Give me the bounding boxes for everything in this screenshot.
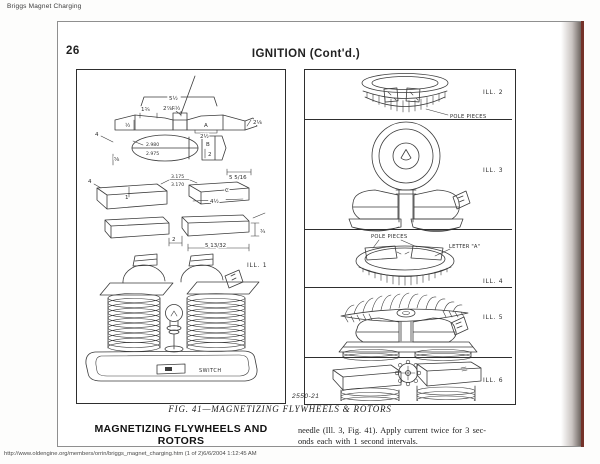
dim-label: 4	[88, 179, 92, 185]
dim-label: 5 5/16	[229, 175, 247, 181]
pole-pieces-label: POLE PIECES	[450, 114, 487, 120]
magnet-b-label: B	[206, 142, 210, 148]
ill1-drawing	[77, 70, 282, 400]
dim-label: ⅝	[114, 157, 120, 163]
print-footer: http://www.oldengine.org/members/orrin/briggs_magnet_charging.htm (1 of 2)6/6/2004 1:12:45 AM	[4, 451, 257, 457]
ill2-label: ILL. 2	[483, 89, 504, 96]
dim-label: ½	[125, 123, 131, 129]
dim-label: 3.170	[171, 183, 185, 188]
scan-shadow	[561, 22, 583, 446]
ill1-label: ILL. 1	[247, 262, 268, 269]
dim-label: 1	[125, 195, 129, 201]
dim-label: ½	[175, 106, 181, 112]
ill4-flywheel-drawing	[356, 240, 454, 285]
article-body-line2: onds each with 1 second intervals.	[298, 436, 418, 446]
article-body-line1: needle (Ill. 3, Fig. 41). Apply current twice for 3 sec-	[298, 426, 487, 435]
ill2-flywheel-drawing	[362, 74, 448, 116]
pole-pieces-label: POLE PIECES	[371, 234, 408, 240]
dim-label: 1¾	[141, 107, 150, 113]
dim-label: 2½	[200, 134, 209, 140]
dim-label: 2.975	[146, 152, 160, 157]
ill6-label: ILL. 6	[483, 377, 504, 384]
figure-caption: FIG. 41—MAGNETIZING FLYWHEELS & ROTORS	[168, 404, 392, 414]
article-body	[298, 426, 530, 447]
ill3-label: ILL. 3	[483, 167, 504, 174]
dim-label: ¾	[260, 229, 266, 235]
magnet-dimension-drawing	[94, 76, 265, 251]
scanned-page	[57, 21, 584, 447]
print-header: Briggs Magnet Charging	[7, 3, 82, 10]
figure-part-number: 2550-21	[292, 393, 320, 400]
dim-label: 2⅞R	[163, 106, 176, 112]
ill6-rotor-drawing	[333, 360, 481, 401]
article-heading-line1: MAGNETIZING FLYWHEELS AND	[94, 423, 268, 435]
dim-label: 2	[172, 237, 176, 243]
ill4-label: ILL. 4	[483, 278, 504, 285]
article-heading-line2: ROTORS	[157, 434, 205, 447]
dim-label: 2	[208, 152, 212, 158]
magnet-a-label: A	[204, 123, 208, 129]
ill2-6-drawing	[305, 70, 512, 401]
dim-label: 5 13/32	[205, 243, 227, 249]
letter-a-label: LETTER "A"	[449, 244, 481, 250]
magnet-charger-drawing	[86, 254, 259, 381]
ill3-rotor-drawing	[349, 122, 470, 232]
bulb-icon	[165, 305, 183, 353]
section-title: IGNITION (Cont'd.)	[251, 48, 361, 60]
dim-label: 2⅛	[253, 120, 262, 126]
magnet-c-label: C	[225, 188, 229, 194]
page-number: 26	[66, 45, 80, 57]
figure-right-panel	[304, 69, 516, 405]
dim-label: 4½	[210, 199, 219, 205]
article-heading	[74, 424, 288, 447]
dim-label: 4	[95, 132, 99, 138]
dim-label: 2.980	[146, 143, 160, 148]
dim-label: 5½	[169, 96, 178, 102]
figure-left-panel	[76, 69, 286, 404]
switch-label: SWITCH	[199, 368, 222, 374]
ill5-fan-flywheel-drawing	[339, 293, 477, 361]
dim-label: 3.175	[171, 175, 185, 180]
scan-edge-line	[581, 21, 584, 447]
ill5-label: ILL. 5	[483, 314, 504, 321]
